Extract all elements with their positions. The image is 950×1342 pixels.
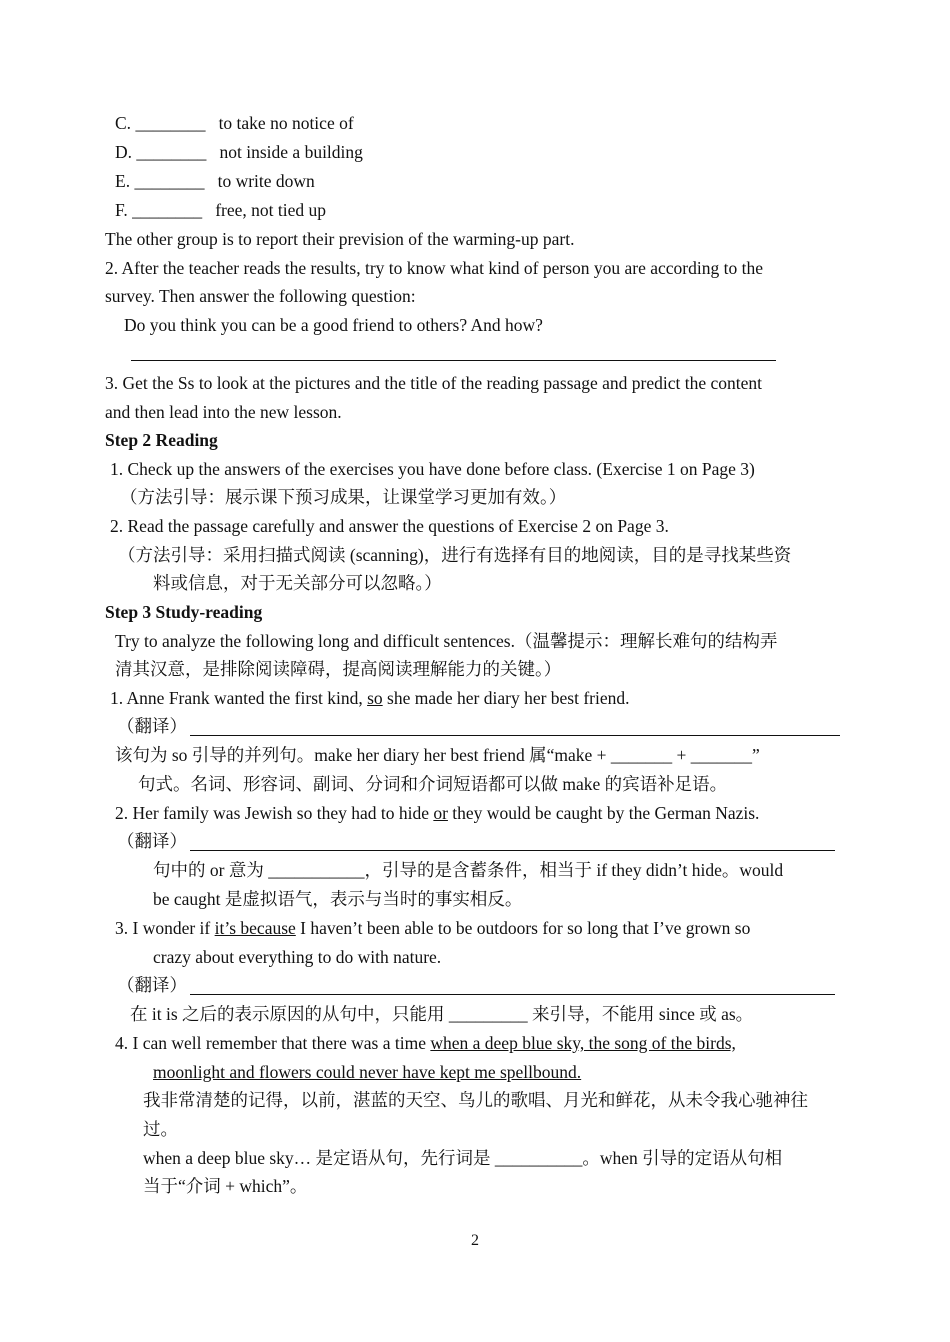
sentence-text: 2. Her family was Jewish so they had to hide (115, 803, 434, 823)
sentence-1-note-line2: 句式。名词、形容词、副词、分词和介词短语都可以做 make 的宾语补足语。 (138, 774, 728, 794)
sentence-3-line2: crazy about everything to do with nature. (153, 947, 442, 967)
step3-heading: Step 3 Study-reading (105, 602, 263, 622)
step2-item1-note: （方法引导：展示课下预习成果，让课堂学习更加有效。） (120, 487, 567, 507)
warmup-item2-line2: survey. Then answer the following question: (105, 286, 416, 306)
sentence-3-note: 在 it is 之后的表示原因的从句中，只能用 _________ 来引导，不能用 since 或 as。 (130, 1004, 754, 1024)
step2-item1: 1. Check up the answers of the exercises you have done before class. (Exercise 1 on Page 3) (110, 459, 755, 479)
warmup-report: The other group is to report their prevision of the warming-up part. (105, 229, 575, 249)
step3-intro-line1: Try to analyze the following long and difficult sentences.（温馨提示：理解长难句的结构弄 (115, 631, 778, 651)
sentence-2-note-line1: 句中的 or 意为 ___________，引导的是含蓄条件，相当于 if they didn’t hide。would (153, 860, 784, 880)
sentence-underlined: or (433, 803, 448, 823)
sentence-underlined: it’s because (214, 918, 296, 938)
vocab-letter: C. (115, 113, 132, 133)
vocab-item-f (115, 199, 326, 221)
sentence-4-note-line2: 当于“介词 + which”。 (143, 1176, 308, 1196)
vocab-letter: F. (115, 200, 128, 220)
translate-line[interactable] (190, 994, 835, 995)
vocab-letter: E. (115, 171, 131, 191)
sentence-text: 1. Anne Frank wanted the first kind, (110, 688, 368, 708)
translate-label: （翻译） (117, 716, 187, 736)
vocab-meaning: free, not tied up (215, 200, 327, 220)
sentence-text: 3. I wonder if (115, 918, 215, 938)
vocab-blank: ________ (135, 113, 206, 133)
warmup-item3-line2: and then lead into the new lesson. (105, 402, 342, 422)
vocab-item-d (115, 141, 363, 163)
sentence-text: 4. I can well remember that there was a time (115, 1033, 431, 1053)
step2-item2-note-line2: 料或信息，对于无关部分可以忽略。） (153, 573, 442, 593)
sentence-2-note-line2: be caught 是虚拟语气，表示与当时的事实相反。 (153, 889, 523, 909)
vocab-blank: ________ (136, 142, 207, 162)
warmup-item3-line1: 3. Get the Ss to look at the pictures and the title of the reading passage and predict the content (105, 373, 763, 393)
sentence-text: I haven’t been able to be outdoors for so long that I’ve grown so (295, 918, 751, 938)
sentence-4-line2: moonlight and flowers could never have kept me spellbound. (153, 1062, 582, 1082)
vocab-item-c (115, 112, 354, 134)
vocab-meaning: to write down (217, 171, 315, 191)
translate-line[interactable] (190, 850, 835, 851)
sentence-underlined: when a deep blue sky, the song of the birds, (430, 1033, 736, 1053)
step2-heading: Step 2 Reading (105, 430, 218, 450)
step3-intro-line2: 清其汉意，是排除阅读障碍，提高阅读理解能力的关键。） (115, 659, 562, 679)
sentence-4-chinese-line2: 过。 (143, 1119, 178, 1139)
vocab-blank: ________ (132, 200, 203, 220)
sentence-text: they would be caught by the German Nazis. (447, 803, 760, 823)
sentence-4-note-line1: when a deep blue sky… 是定语从句，先行词是 __________。when 引导的定语从句相 (143, 1148, 783, 1168)
step2-item2-note-line1: （方法引导：采用扫描式阅读 (scanning)，进行有选择有目的地阅读，目的是寻找某些资 (118, 545, 792, 565)
vocab-meaning: not inside a building (219, 142, 363, 162)
vocab-meaning: to take no notice of (218, 113, 354, 133)
vocab-item-e (115, 170, 315, 192)
warmup-item2-line1: 2. After the teacher reads the results, try to know what kind of person you are according to the (105, 258, 763, 278)
sentence-1-note-line1: 该句为 so 引导的并列句。make her diary her best friend 属“make + _______ + _______” (115, 745, 760, 765)
vocab-letter: D. (115, 142, 133, 162)
page-number: 2 (471, 1232, 479, 1249)
sentence-underlined: so (367, 688, 383, 708)
sentence-text: she made her diary her best friend. (382, 688, 630, 708)
translate-line[interactable] (190, 735, 840, 736)
sentence-1 (110, 687, 630, 709)
translate-label: （翻译） (117, 975, 187, 995)
sentence-3 (115, 917, 750, 939)
vocab-blank: ________ (134, 171, 205, 191)
sentence-4 (115, 1032, 736, 1054)
warmup-question: Do you think you can be a good friend to others? And how? (124, 315, 543, 335)
sentence-4-chinese-line1: 我非常清楚的记得，以前，湛蓝的天空、鸟儿的歌唱、月光和鲜花，从未令我心驰神往 (143, 1090, 808, 1110)
sentence-2 (115, 802, 759, 824)
step2-item2: 2. Read the passage carefully and answer the questions of Exercise 2 on Page 3. (110, 516, 669, 536)
answer-line[interactable] (131, 360, 776, 361)
translate-label: （翻译） (117, 831, 187, 851)
